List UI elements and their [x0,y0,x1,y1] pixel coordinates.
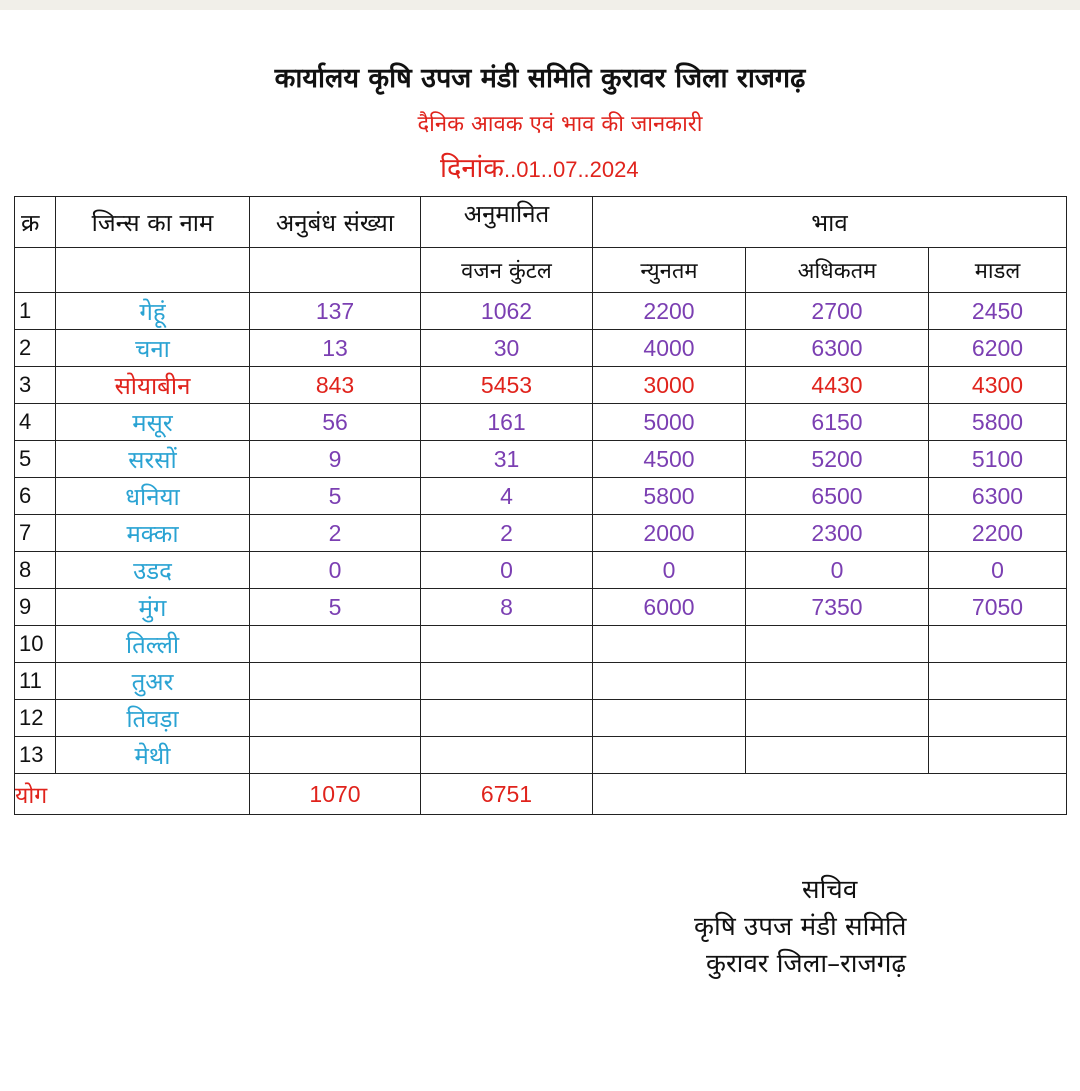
row-sno: 4 [15,404,56,441]
row-sno: 2 [15,330,56,367]
total-weight: 6751 [421,774,593,815]
header-model-price: माडल [929,248,1067,293]
row-weight: 30 [421,330,593,367]
row-max-price: 4430 [746,367,929,404]
row-contract-count: 137 [250,293,421,330]
row-min-price [593,737,746,774]
row-crop-name: मेथी [56,737,250,774]
row-sno: 12 [15,700,56,737]
signature-committee: कृषि उपज मंडी समिति [694,912,907,942]
row-model-price [929,663,1067,700]
table-row [15,404,1067,441]
header-blank-3 [250,248,421,293]
header-max-price: अधिकतम [746,248,929,293]
row-contract-count [250,737,421,774]
row-max-price: 0 [746,552,929,589]
row-model-price: 7050 [929,589,1067,626]
row-weight: 31 [421,441,593,478]
row-weight: 8 [421,589,593,626]
table-row [15,700,1067,737]
row-contract-count: 13 [250,330,421,367]
row-max-price: 6500 [746,478,929,515]
row-weight [421,663,593,700]
row-crop-name: मसूर [56,404,250,441]
row-sno: 11 [15,663,56,700]
row-min-price: 2000 [593,515,746,552]
row-model-price: 6200 [929,330,1067,367]
row-min-price: 5000 [593,404,746,441]
table-row [15,663,1067,700]
total-blank [593,774,1067,815]
row-weight: 4 [421,478,593,515]
row-sno: 13 [15,737,56,774]
header-min-price: न्युनतम [593,248,746,293]
total-row [15,774,1067,815]
table-row [15,293,1067,330]
header-crop-name: जिन्स का नाम [56,197,250,248]
row-contract-count [250,626,421,663]
row-sno: 1 [15,293,56,330]
row-sno: 8 [15,552,56,589]
row-min-price [593,663,746,700]
row-max-price [746,737,929,774]
header-contract-count: अनुबंध संख्या [250,197,421,248]
row-contract-count: 56 [250,404,421,441]
row-min-price: 3000 [593,367,746,404]
row-weight: 5453 [421,367,593,404]
table-row [15,589,1067,626]
row-weight: 1062 [421,293,593,330]
arrival-price-table [14,196,1067,815]
row-max-price [746,663,929,700]
row-model-price [929,700,1067,737]
row-crop-name: चना [56,330,250,367]
row-weight [421,626,593,663]
row-model-price: 0 [929,552,1067,589]
row-weight [421,700,593,737]
row-min-price: 4000 [593,330,746,367]
row-crop-name: तिवड़ा [56,700,250,737]
office-title: कार्यालय कृषि उपज मंडी समिति कुरावर जिला राजगढ़ [274,63,806,94]
table-row [15,441,1067,478]
row-min-price: 5800 [593,478,746,515]
header-estimated: अनुमानित [421,197,593,248]
row-max-price: 5200 [746,441,929,478]
row-model-price: 4300 [929,367,1067,404]
row-max-price: 2300 [746,515,929,552]
row-contract-count: 5 [250,478,421,515]
row-model-price: 2200 [929,515,1067,552]
row-contract-count: 5 [250,589,421,626]
signature-title: सचिव [802,875,858,905]
row-max-price: 6150 [746,404,929,441]
row-model-price: 6300 [929,478,1067,515]
row-weight: 2 [421,515,593,552]
row-contract-count [250,663,421,700]
row-crop-name: मक्का [56,515,250,552]
row-weight: 0 [421,552,593,589]
table-row [15,515,1067,552]
row-crop-name: सरसों [56,441,250,478]
row-model-price [929,626,1067,663]
row-crop-name: सोयाबीन [56,367,250,404]
row-weight [421,737,593,774]
row-crop-name: तुअर [56,663,250,700]
total-contract-count: 1070 [250,774,421,815]
report-date [440,148,639,185]
row-max-price [746,626,929,663]
row-sno: 10 [15,626,56,663]
row-model-price [929,737,1067,774]
row-crop-name: मुंग [56,589,250,626]
table-row [15,626,1067,663]
row-max-price [746,700,929,737]
table-row [15,330,1067,367]
signature-block [694,872,906,983]
row-min-price: 4500 [593,441,746,478]
header-row-2 [15,248,1067,293]
header-blank-1 [15,248,56,293]
row-sno: 7 [15,515,56,552]
row-min-price [593,626,746,663]
row-contract-count [250,700,421,737]
row-crop-name: तिल्ली [56,626,250,663]
header-row-1 [15,197,1067,248]
date-value: ..01..07..2024 [504,157,639,182]
header-price: भाव [593,197,1067,248]
row-model-price: 5100 [929,441,1067,478]
row-sno: 6 [15,478,56,515]
row-min-price: 2200 [593,293,746,330]
header-sno: क्र [15,197,56,248]
row-sno: 3 [15,367,56,404]
row-contract-count: 0 [250,552,421,589]
row-model-price: 5800 [929,404,1067,441]
table-row [15,552,1067,589]
row-min-price: 6000 [593,589,746,626]
row-model-price: 2450 [929,293,1067,330]
row-contract-count: 843 [250,367,421,404]
row-max-price: 7350 [746,589,929,626]
row-min-price: 0 [593,552,746,589]
row-crop-name: धनिया [56,478,250,515]
row-weight: 161 [421,404,593,441]
row-sno: 5 [15,441,56,478]
row-min-price [593,700,746,737]
date-label: दिनांक [440,153,505,184]
header-blank-2 [56,248,250,293]
top-bar [0,0,1080,10]
row-crop-name: उडद [56,552,250,589]
row-contract-count: 9 [250,441,421,478]
table-row [15,367,1067,404]
signature-location: कुरावर जिला–राजगढ़ [706,949,907,979]
header-weight-quintal: वजन कुंटल [421,248,593,293]
row-crop-name: गेहूं [56,293,250,330]
total-label: योग [15,774,250,815]
row-contract-count: 2 [250,515,421,552]
table-row [15,478,1067,515]
row-max-price: 2700 [746,293,929,330]
row-max-price: 6300 [746,330,929,367]
row-sno: 9 [15,589,56,626]
report-subtitle: दैनिक आवक एवं भाव की जानकारी [417,112,703,137]
table-row [15,737,1067,774]
